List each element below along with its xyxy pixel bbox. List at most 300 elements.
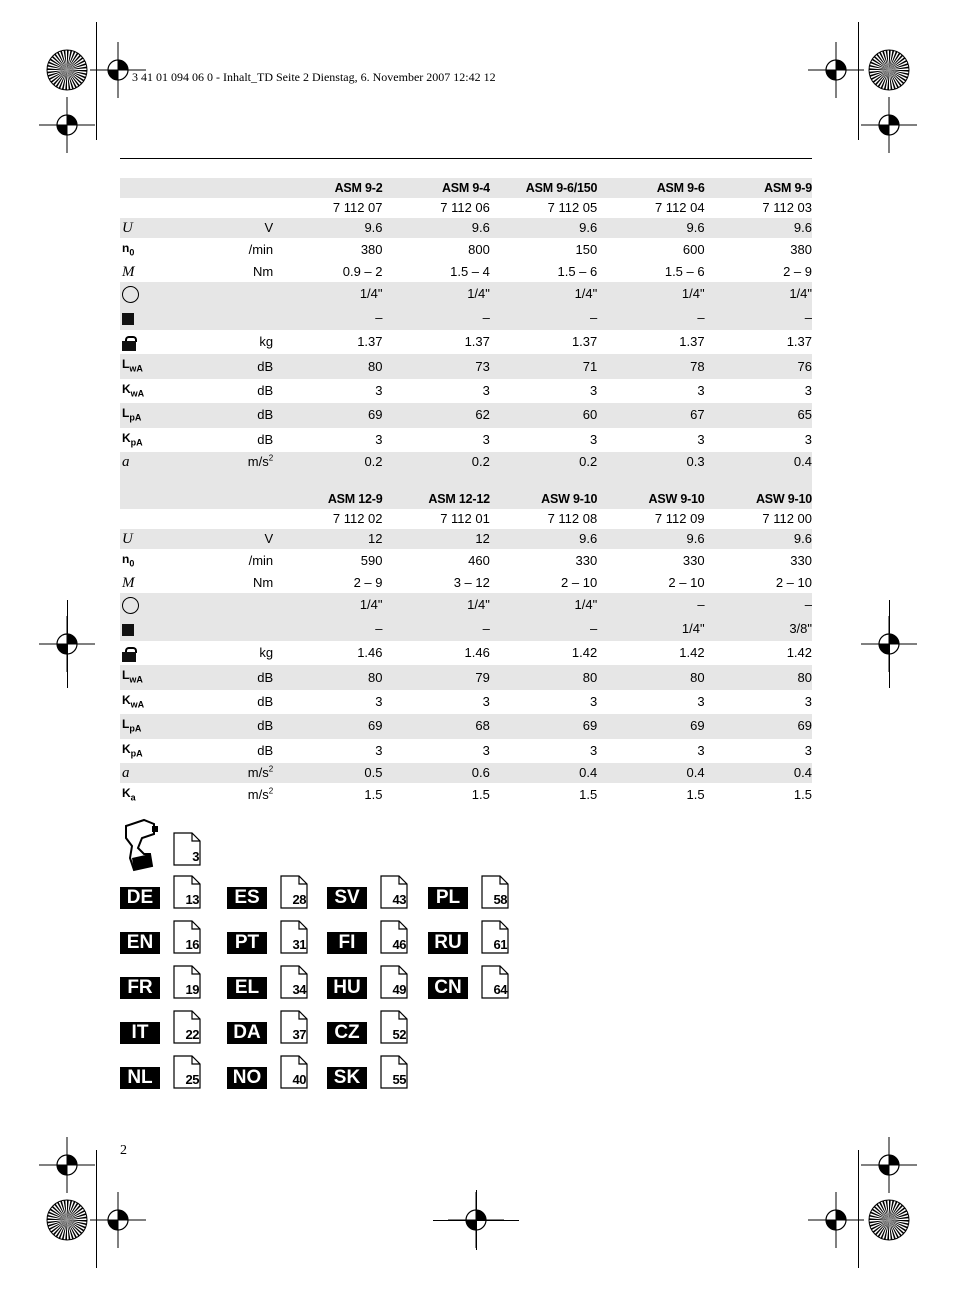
unit-label: /min bbox=[248, 553, 274, 569]
language-code: RU bbox=[428, 932, 468, 954]
spec-value: 1/4" bbox=[490, 593, 597, 617]
language-fr bbox=[120, 965, 201, 999]
spec-value: 380 bbox=[360, 242, 383, 258]
page-ref-icon bbox=[173, 920, 201, 954]
unit-label: Nm bbox=[252, 264, 274, 280]
order-number: 7 112 02 bbox=[332, 511, 383, 526]
unit-label: /min bbox=[248, 242, 274, 258]
page-ref-icon bbox=[481, 875, 509, 909]
spec-row-LwA bbox=[120, 665, 812, 689]
unit-label: kg bbox=[259, 645, 274, 661]
order-number: 7 112 00 bbox=[762, 511, 812, 526]
spec-row-LwA bbox=[120, 354, 812, 378]
speed-symbol: $n_0$ bbox=[122, 552, 135, 569]
spec-value: 330 bbox=[790, 553, 812, 569]
language-pt bbox=[227, 920, 308, 954]
language-code: DE bbox=[120, 887, 160, 909]
unit-label: $m/s^2$ bbox=[247, 786, 274, 803]
language-code: NL bbox=[120, 1067, 160, 1089]
spec-value: 0.9 – 2 bbox=[342, 264, 383, 280]
spec-row-sq bbox=[120, 306, 812, 330]
spec-value: 600 bbox=[682, 242, 705, 258]
spec-value: 460 bbox=[468, 553, 490, 569]
spec-value: 0.6 bbox=[383, 763, 490, 783]
spec-value: 0.4 bbox=[597, 763, 704, 783]
unit-label bbox=[211, 282, 275, 306]
language-ru bbox=[428, 920, 509, 954]
spec-value: 3 bbox=[804, 693, 812, 709]
page-ref-number: 43 bbox=[392, 892, 406, 907]
spec-row-hex bbox=[120, 282, 812, 306]
page-ref-icon bbox=[173, 875, 201, 909]
weight-icon bbox=[122, 647, 136, 661]
order-number: 7 112 01 bbox=[440, 511, 490, 526]
spec-value: 3 bbox=[482, 382, 490, 398]
page-ref-number: 55 bbox=[392, 1072, 406, 1087]
spec-table-1 bbox=[120, 178, 812, 496]
unit-label: kg bbox=[259, 334, 274, 350]
spec-value: 380 bbox=[790, 242, 812, 258]
color-target-icon bbox=[868, 49, 910, 91]
registration-mark-icon bbox=[37, 95, 97, 155]
spec-value: 1/4" bbox=[597, 617, 704, 641]
registration-mark-icon bbox=[88, 1190, 148, 1250]
spec-value: 3 – 12 bbox=[453, 575, 490, 591]
spec-value: 69 bbox=[705, 714, 812, 738]
page-ref-icon bbox=[173, 965, 201, 999]
spec-value: 78 bbox=[597, 354, 704, 378]
spec-value: 9.6 bbox=[705, 218, 812, 238]
page-ref-icon bbox=[280, 1010, 308, 1044]
spec-row-KpA bbox=[120, 428, 812, 452]
unit-label: dB bbox=[257, 431, 274, 447]
language-code: EL bbox=[227, 977, 267, 999]
spec-row-LpA bbox=[120, 714, 812, 738]
spec-row-M bbox=[120, 262, 812, 282]
vibration-uncertainty-symbol: $K_a$ bbox=[122, 785, 136, 803]
crop-mark bbox=[96, 1150, 97, 1268]
order-number: 7 112 08 bbox=[547, 511, 598, 526]
spec-value: 80 bbox=[597, 665, 704, 689]
spec-value: 3 bbox=[375, 693, 383, 709]
language-pl bbox=[428, 875, 509, 909]
spec-row-kg bbox=[120, 641, 812, 665]
language-it bbox=[120, 1010, 201, 1044]
language-code: SV bbox=[327, 887, 367, 909]
color-target-icon bbox=[46, 1199, 88, 1241]
spec-value: 1.5 bbox=[686, 787, 705, 803]
drill-page-number: 3 bbox=[192, 849, 199, 864]
sound-power-symbol: $L_{wA}$ bbox=[122, 668, 143, 685]
page-ref-number: 64 bbox=[493, 982, 507, 997]
language-code: CN bbox=[428, 977, 468, 999]
spec-row-kg bbox=[120, 330, 812, 354]
spec-value: 0.4 bbox=[705, 452, 812, 472]
square-drive-icon bbox=[122, 313, 134, 325]
unit-label: dB bbox=[257, 693, 274, 709]
spec-value: 9.6 bbox=[705, 529, 812, 549]
language-code: DA bbox=[227, 1022, 267, 1044]
page-ref-number: 25 bbox=[185, 1072, 199, 1087]
spec-value: 2 – 10 bbox=[668, 575, 705, 591]
spec-value: 1.46 bbox=[464, 645, 490, 661]
spec-value: – bbox=[490, 617, 597, 641]
registration-mark-icon bbox=[88, 40, 148, 100]
language-code: HU bbox=[327, 977, 367, 999]
spec-value: – bbox=[597, 593, 704, 617]
spec-value: 62 bbox=[383, 403, 490, 427]
language-no bbox=[227, 1055, 308, 1089]
vibration-symbol: a bbox=[122, 453, 130, 470]
spec-value: 3 bbox=[482, 742, 490, 758]
spec-value: 9.6 bbox=[490, 529, 597, 549]
language-code: ES bbox=[227, 887, 267, 909]
spec-value: 69 bbox=[597, 714, 704, 738]
spec-value: 1/4" bbox=[383, 282, 490, 306]
page-ref-icon bbox=[380, 1055, 408, 1089]
spec-value: 0.5 bbox=[275, 763, 382, 783]
page-ref-number: 58 bbox=[493, 892, 507, 907]
order-number: 7 112 09 bbox=[654, 511, 705, 526]
language-nl bbox=[120, 1055, 201, 1089]
page-ref-icon bbox=[280, 920, 308, 954]
unit-label: dB bbox=[257, 382, 274, 398]
spec-value: – bbox=[383, 617, 490, 641]
spec-value: 0.2 bbox=[275, 452, 382, 472]
spec-row-LpA bbox=[120, 403, 812, 427]
spec-row-M bbox=[120, 573, 812, 593]
language-en bbox=[120, 920, 201, 954]
spec-row-a bbox=[120, 763, 812, 783]
spec-value: 3 bbox=[697, 382, 705, 398]
spec-value: 1.5 bbox=[793, 787, 812, 803]
crop-mark bbox=[858, 1150, 859, 1268]
unit-label: dB bbox=[211, 354, 275, 378]
language-code: CZ bbox=[327, 1022, 367, 1044]
spec-value: 3 bbox=[482, 693, 490, 709]
language-code: FR bbox=[120, 977, 160, 999]
model-name: ASW 9-10 bbox=[705, 489, 812, 509]
spec-value: 65 bbox=[705, 403, 812, 427]
spec-value: 1.37 bbox=[464, 334, 490, 350]
language-code: PT bbox=[227, 932, 267, 954]
page-ref-icon bbox=[380, 1010, 408, 1044]
spec-value: 1.37 bbox=[786, 334, 812, 350]
unit-label: V bbox=[211, 218, 275, 238]
spec-value: 69 bbox=[275, 714, 382, 738]
unit-label: dB bbox=[211, 714, 275, 738]
spec-row-n0 bbox=[120, 549, 812, 573]
spec-row-KpA bbox=[120, 739, 812, 763]
unit-label: Nm bbox=[252, 575, 274, 591]
color-target-icon bbox=[46, 49, 88, 91]
page-ref-icon bbox=[280, 875, 308, 909]
unit-label: dB bbox=[211, 403, 275, 427]
spec-row-sq bbox=[120, 617, 812, 641]
unit-label bbox=[211, 593, 275, 617]
torque-symbol: M bbox=[122, 264, 135, 281]
page-ref-icon bbox=[380, 920, 408, 954]
page-ref-icon bbox=[173, 1055, 201, 1089]
registration-mark-icon bbox=[806, 40, 866, 100]
page-ref-icon bbox=[280, 1055, 308, 1089]
spec-value: 1.5 bbox=[471, 787, 490, 803]
model-row bbox=[120, 489, 812, 509]
spec-value: 1.5 – 4 bbox=[450, 264, 490, 280]
language-es bbox=[227, 875, 308, 909]
sound-pressure-uncertainty-symbol: $K_{pA}$ bbox=[122, 741, 143, 758]
spec-row-Ka bbox=[120, 783, 812, 807]
model-name: ASW 9-10 bbox=[490, 489, 597, 509]
spec-value: 1.37 bbox=[571, 334, 598, 350]
spec-value: 3/8" bbox=[705, 617, 812, 641]
spec-value: 60 bbox=[490, 403, 597, 427]
spec-value: 150 bbox=[575, 242, 598, 258]
spec-value: 0.4 bbox=[490, 763, 597, 783]
page-ref-number: 34 bbox=[292, 982, 306, 997]
drill-icon bbox=[120, 818, 160, 872]
spec-value: 3 bbox=[697, 742, 705, 758]
hex-chuck-icon bbox=[122, 286, 139, 303]
square-drive-icon bbox=[122, 624, 134, 636]
spec-value: 1.42 bbox=[571, 645, 598, 661]
spec-value: 9.6 bbox=[490, 218, 597, 238]
language-hu bbox=[327, 965, 408, 999]
language-sk bbox=[327, 1055, 408, 1089]
language-code: SK bbox=[327, 1067, 367, 1089]
spec-value: 0.4 bbox=[705, 763, 812, 783]
order-number: 7 112 03 bbox=[762, 200, 812, 215]
spec-value: – bbox=[490, 306, 597, 330]
unit-label: V bbox=[211, 529, 275, 549]
page-ref-number: 37 bbox=[292, 1027, 306, 1042]
language-da bbox=[227, 1010, 308, 1044]
spec-value: 9.6 bbox=[383, 218, 490, 238]
spec-value: 0.2 bbox=[383, 452, 490, 472]
spec-value: 67 bbox=[597, 403, 704, 427]
spec-value: 3 bbox=[375, 431, 383, 447]
model-name: ASM 9-2 bbox=[275, 178, 382, 198]
sound-pressure-uncertainty-symbol: $K_{pA}$ bbox=[122, 430, 143, 447]
spec-value: 69 bbox=[275, 403, 382, 427]
model-name: ASM 9-4 bbox=[383, 178, 490, 198]
language-code: PL bbox=[428, 887, 468, 909]
language-sv bbox=[327, 875, 408, 909]
spec-value: – bbox=[705, 593, 812, 617]
unit-label: $m/s^2$ bbox=[211, 452, 275, 472]
spec-value: 800 bbox=[468, 242, 490, 258]
page-ref-number: 28 bbox=[292, 892, 306, 907]
spec-value: 1.46 bbox=[357, 645, 383, 661]
language-cz bbox=[327, 1010, 408, 1044]
speed-symbol: $n_0$ bbox=[122, 241, 135, 258]
spec-value: 3 bbox=[589, 693, 598, 709]
order-number: 7 112 07 bbox=[332, 200, 383, 215]
spec-value: 76 bbox=[705, 354, 812, 378]
spec-row-U bbox=[120, 529, 812, 549]
spec-row-a bbox=[120, 452, 812, 472]
page-ref-number: 16 bbox=[185, 937, 199, 952]
spec-value: 3 bbox=[590, 382, 598, 398]
sound-pressure-symbol: $L_{pA}$ bbox=[122, 406, 142, 423]
spec-value: – bbox=[383, 306, 490, 330]
spec-value: 12 bbox=[383, 529, 490, 549]
registration-mark-icon bbox=[37, 1135, 97, 1195]
page-ref-icon bbox=[481, 920, 509, 954]
spec-value: 80 bbox=[490, 665, 597, 689]
table-separator-strip bbox=[120, 470, 812, 489]
language-fi bbox=[327, 920, 408, 954]
order-number-row bbox=[120, 509, 812, 529]
spec-value: 1.5 bbox=[579, 787, 598, 803]
page-ref-number: 52 bbox=[392, 1027, 406, 1042]
language-code: NO bbox=[227, 1067, 267, 1089]
spec-value: 590 bbox=[360, 553, 383, 569]
page-ref-icon bbox=[481, 965, 509, 999]
spec-value: – bbox=[275, 617, 382, 641]
model-name: ASW 9-10 bbox=[597, 489, 704, 509]
hex-chuck-icon bbox=[122, 597, 139, 614]
spec-value: 1/4" bbox=[597, 282, 704, 306]
top-rule bbox=[120, 158, 812, 159]
spec-value: 3 bbox=[589, 742, 598, 758]
language-code: EN bbox=[120, 932, 160, 954]
spec-row-KwA bbox=[120, 379, 812, 403]
language-cn bbox=[428, 965, 509, 999]
spec-value: 2 – 9 bbox=[783, 264, 812, 280]
spec-value: 9.6 bbox=[275, 218, 382, 238]
order-number: 7 112 04 bbox=[654, 200, 705, 215]
spec-value: 0.2 bbox=[490, 452, 597, 472]
language-code: FI bbox=[327, 932, 367, 954]
page-ref-number: 49 bbox=[392, 982, 406, 997]
spec-value: 3 bbox=[804, 431, 812, 447]
spec-value: 12 bbox=[275, 529, 382, 549]
voltage-symbol: U bbox=[122, 220, 133, 236]
language-el bbox=[227, 965, 308, 999]
spec-value: 68 bbox=[383, 714, 490, 738]
unit-label: $m/s^2$ bbox=[211, 763, 275, 783]
spec-value: 330 bbox=[575, 553, 598, 569]
spec-value: 80 bbox=[705, 665, 812, 689]
header-slug: 3 41 01 094 06 0 - Inhalt_TD Seite 2 Dienstag, 6. November 2007 12:42 12 bbox=[132, 70, 496, 84]
spec-value: 1/4" bbox=[705, 282, 812, 306]
spec-value: 73 bbox=[383, 354, 490, 378]
spec-value: 3 bbox=[375, 382, 383, 398]
model-row bbox=[120, 178, 812, 198]
registration-mark-icon bbox=[859, 1135, 919, 1195]
spec-value: 3 bbox=[482, 431, 490, 447]
spec-value: 80 bbox=[275, 354, 382, 378]
page-ref-number: 13 bbox=[185, 892, 199, 907]
spec-row-n0 bbox=[120, 238, 812, 262]
spec-value: 3 bbox=[697, 431, 705, 447]
page-ref-number: 19 bbox=[185, 982, 199, 997]
language-de bbox=[120, 875, 201, 909]
spec-value: 1.5 – 6 bbox=[557, 264, 598, 280]
spec-value: 3 bbox=[804, 382, 812, 398]
spec-value: 3 bbox=[697, 693, 705, 709]
page-ref-number: 40 bbox=[292, 1072, 306, 1087]
spec-value: 1.42 bbox=[679, 645, 705, 661]
spec-value: 79 bbox=[383, 665, 490, 689]
sound-power-symbol: $L_{wA}$ bbox=[122, 357, 143, 374]
page-ref-icon bbox=[173, 1010, 201, 1044]
spec-value: 3 bbox=[804, 742, 812, 758]
order-number-row bbox=[120, 198, 812, 218]
spec-value: 9.6 bbox=[597, 529, 704, 549]
voltage-symbol: U bbox=[122, 531, 133, 547]
spec-value: 1.5 bbox=[364, 787, 383, 803]
crop-mark bbox=[433, 1220, 519, 1221]
model-name: ASM 12-9 bbox=[275, 489, 382, 509]
spec-value: 1/4" bbox=[275, 282, 382, 306]
page-ref-icon bbox=[380, 965, 408, 999]
sound-power-uncertainty-symbol: $K_{wA}$ bbox=[122, 692, 145, 710]
spec-value: 1.37 bbox=[679, 334, 705, 350]
model-name: ASM 9-6/150 bbox=[490, 178, 597, 198]
order-number: 7 112 06 bbox=[440, 200, 490, 215]
page-ref-number: 22 bbox=[185, 1027, 199, 1042]
spec-value: 2 – 10 bbox=[561, 575, 598, 591]
spec-value: 1.5 – 6 bbox=[664, 264, 705, 280]
unit-label bbox=[211, 306, 275, 330]
order-number: 7 112 05 bbox=[547, 200, 598, 215]
spec-value: 71 bbox=[490, 354, 597, 378]
spec-value: 1/4" bbox=[275, 593, 382, 617]
crop-mark bbox=[889, 600, 890, 688]
spec-value: 69 bbox=[490, 714, 597, 738]
registration-mark-icon bbox=[859, 95, 919, 155]
sound-power-uncertainty-symbol: $K_{wA}$ bbox=[122, 381, 145, 399]
spec-table-2 bbox=[120, 489, 812, 807]
model-name: ASM 9-9 bbox=[705, 178, 812, 198]
weight-icon bbox=[122, 336, 136, 350]
spec-value: 3 bbox=[375, 742, 383, 758]
spec-row-KwA bbox=[120, 690, 812, 714]
crop-mark bbox=[96, 22, 97, 140]
spec-value: 330 bbox=[682, 553, 705, 569]
unit-label: dB bbox=[211, 665, 275, 689]
page-ref-number: 46 bbox=[392, 937, 406, 952]
page-ref-number: 61 bbox=[493, 937, 507, 952]
spec-value: 2 – 10 bbox=[775, 575, 812, 591]
unit-label: dB bbox=[257, 742, 274, 758]
page-ref-icon bbox=[280, 965, 308, 999]
language-code: IT bbox=[120, 1022, 160, 1044]
registration-mark-icon bbox=[806, 1190, 866, 1250]
spec-value: 1.42 bbox=[786, 645, 812, 661]
model-name: ASM 12-12 bbox=[383, 489, 490, 509]
spec-value: 2 – 9 bbox=[353, 575, 383, 591]
vibration-symbol: a bbox=[122, 764, 130, 781]
spec-value: – bbox=[597, 306, 704, 330]
spec-value: 1/4" bbox=[383, 593, 490, 617]
drill-page-ref bbox=[173, 832, 201, 866]
spec-value: 9.6 bbox=[597, 218, 704, 238]
crop-mark bbox=[67, 600, 68, 688]
crop-mark bbox=[858, 22, 859, 140]
page-number: 2 bbox=[120, 1143, 127, 1158]
sound-pressure-symbol: $L_{pA}$ bbox=[122, 717, 142, 734]
spec-value: 3 bbox=[590, 431, 598, 447]
spec-value: 1.37 bbox=[357, 334, 383, 350]
page-ref-number: 31 bbox=[292, 937, 306, 952]
color-target-icon bbox=[868, 1199, 910, 1241]
spec-value: – bbox=[275, 306, 382, 330]
spec-value: 1/4" bbox=[490, 282, 597, 306]
spec-value: 80 bbox=[275, 665, 382, 689]
